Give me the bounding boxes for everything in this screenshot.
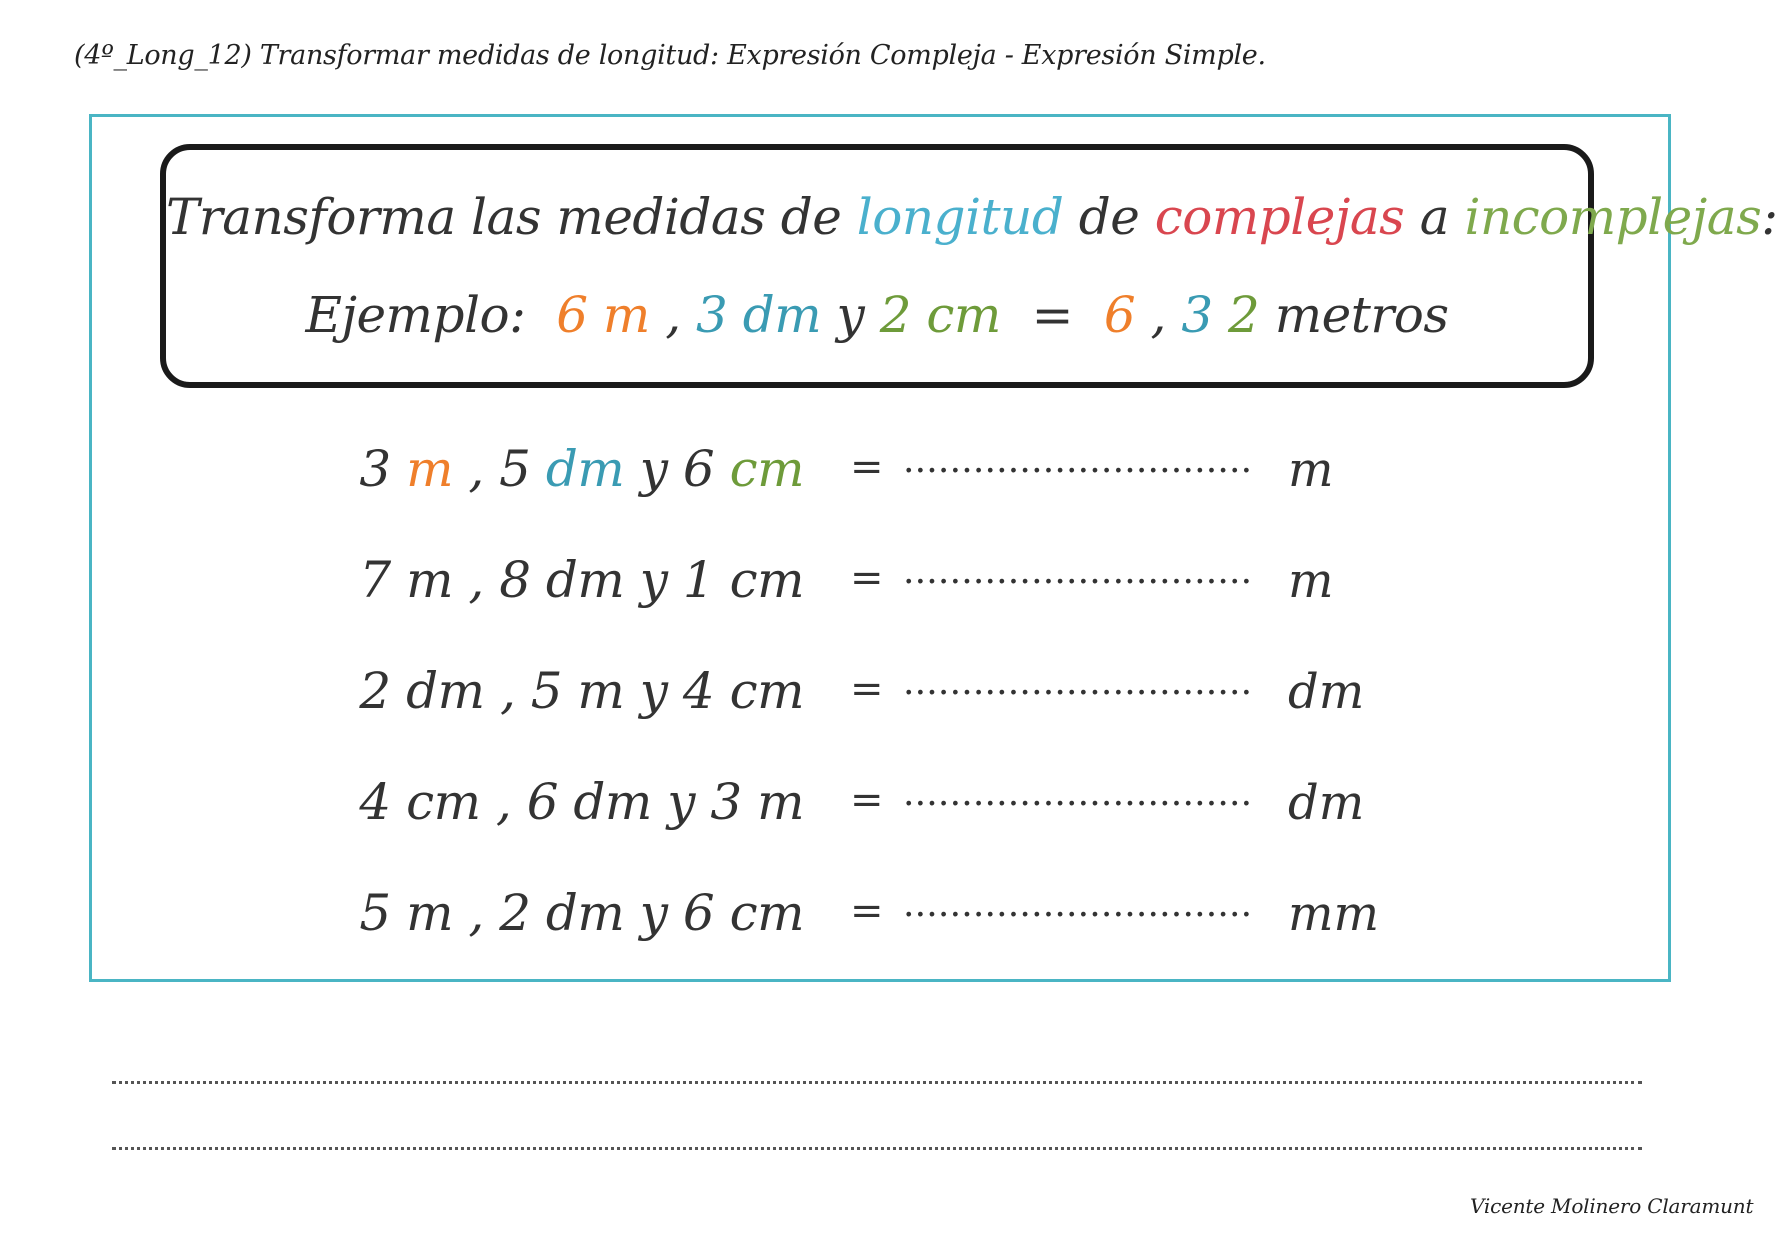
- example-result-meters: 6: [1103, 286, 1136, 344]
- ex1-unit-dm: dm: [545, 440, 625, 498]
- ex1-y: y: [624, 440, 683, 498]
- worksheet-header: (4º_Long_12) Transformar medidas de longitud: Expresión Compleja - Expresión Simple.: [74, 40, 1266, 71]
- example-meters: 6 m: [556, 286, 650, 344]
- answer-line-1[interactable]: [112, 1081, 1642, 1084]
- title-part2: de: [1063, 188, 1155, 246]
- answer-blank[interactable]: ..............................: [903, 884, 1253, 925]
- ex1-n2: 5: [499, 440, 531, 498]
- answer-unit: mm: [1288, 886, 1380, 942]
- example-result-dm: 3: [1181, 286, 1213, 344]
- exercise-row-3: [0, 662, 1754, 742]
- exercise-equals: =: [850, 888, 884, 934]
- exercise-row-4: [0, 773, 1754, 853]
- exercise-expression: 4 cm , 6 dm y 3 m: [359, 773, 804, 831]
- answer-blank[interactable]: ..............................: [903, 662, 1253, 703]
- example-result-comma: ,: [1135, 286, 1182, 344]
- ex1-n3: 6: [682, 440, 715, 498]
- answer-blank[interactable]: ..............................: [903, 440, 1253, 481]
- example-result-cm: 2: [1228, 286, 1260, 344]
- exercise-row-1: [0, 440, 1754, 520]
- exercise-expression: 2 dm , 5 m y 4 cm: [359, 662, 804, 720]
- answer-blank[interactable]: ..............................: [903, 551, 1253, 592]
- title-colon: :: [1761, 188, 1778, 246]
- answer-unit: m: [1288, 442, 1334, 498]
- exercise-equals: =: [850, 666, 884, 712]
- title-part3: a: [1404, 188, 1465, 246]
- exercise-equals: =: [850, 777, 884, 823]
- title-incomplejas: incomplejas: [1464, 188, 1762, 246]
- example-decimeters: 3 dm: [696, 286, 822, 344]
- exercise-expression: 5 m , 2 dm y 6 cm: [359, 884, 804, 942]
- title-part1: Transforma las medidas de: [166, 188, 857, 246]
- answer-line-2[interactable]: [112, 1147, 1642, 1150]
- exercise-equals: =: [850, 444, 884, 490]
- exercise-row-5: [0, 884, 1754, 964]
- example-centimeters: 2 cm: [879, 286, 1001, 344]
- example-y: y: [821, 286, 880, 344]
- ex1-unit-m: m: [406, 440, 453, 498]
- example-equals: =: [1031, 286, 1074, 344]
- answer-unit: dm: [1288, 775, 1365, 831]
- author-signature: Vicente Molinero Claramunt: [1470, 1194, 1754, 1218]
- answer-unit: dm: [1288, 664, 1365, 720]
- example-label: Ejemplo:: [305, 286, 526, 344]
- example-sep: ,: [649, 286, 697, 344]
- instruction-title: [166, 188, 1778, 246]
- ex1-unit-cm: cm: [729, 440, 804, 498]
- example-result-unit: metros: [1274, 286, 1449, 344]
- ex1-n1: 3: [359, 440, 391, 498]
- instruction-box: [160, 144, 1778, 388]
- ex1-sep: ,: [452, 440, 500, 498]
- title-complejas: complejas: [1154, 188, 1405, 246]
- exercise-equals: =: [850, 555, 884, 601]
- exercise-expression: 7 m , 8 dm y 1 cm: [359, 551, 804, 609]
- title-longitud: longitud: [856, 188, 1064, 246]
- instruction-example: [166, 286, 1588, 344]
- answer-unit: m: [1288, 553, 1334, 609]
- exercise-expression: [359, 440, 804, 498]
- answer-blank[interactable]: ..............................: [903, 773, 1253, 814]
- exercise-row-2: [0, 551, 1754, 631]
